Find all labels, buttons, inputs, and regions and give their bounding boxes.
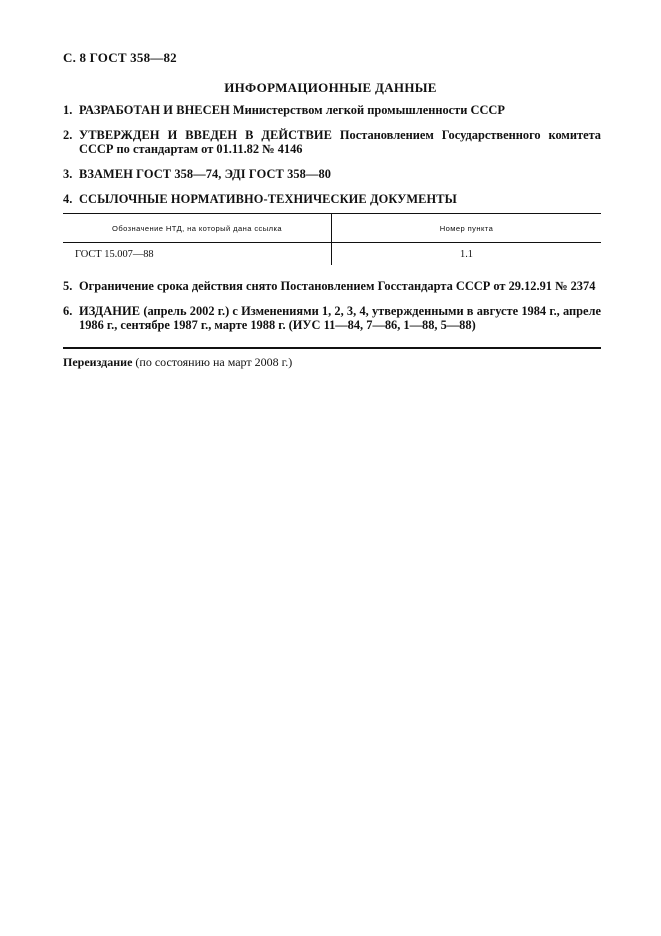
item-number: 2. [63, 128, 73, 142]
info-item-1 [63, 103, 601, 117]
reissue-note [63, 355, 292, 370]
refs-table-block [63, 213, 601, 265]
info-item-2 [63, 128, 601, 156]
item-caps: УТВЕРЖДЕН И ВВЕДЕН В ДЕЙСТВИЕ [79, 128, 333, 142]
item-number: 4. [63, 192, 73, 206]
item-text [79, 304, 601, 332]
cell-doc: ГОСТ 15.007—88 [63, 243, 332, 266]
item-number: 1. [63, 103, 73, 117]
info-item-5 [63, 279, 601, 293]
divider-rule [63, 347, 601, 349]
refs-table [63, 213, 601, 265]
item-rest: Постановлением Государственного комитета СССР по стандартам от 01.11.82 № 4146 [79, 128, 602, 156]
item-text: Ограничение срока действия снято Постановлением Госстандарта СССР от 29.12.91 № 2374 [79, 279, 596, 293]
info-item-3 [63, 167, 601, 181]
item-number: 5. [63, 279, 73, 293]
item-caps: ИЗДАНИЕ [79, 304, 141, 318]
page-header: С. 8 ГОСТ 358—82 [63, 50, 177, 65]
item-rest: (апрель 2002 г.) с Изменениями 1, 2, 3, 4, утвержденными в августе 1984 г., апреле 1986 г., сентябре 1987 г., марте 1988 г. (ИУС 11—84, 7—86, 1—88, 5—88) [79, 304, 601, 332]
section-title: ИНФОРМАЦИОННЫЕ ДАННЫЕ [224, 80, 437, 95]
item-text [79, 167, 601, 181]
reissue-text: (по состоянию на март 2008 г.) [132, 355, 293, 369]
reissue-label: Переиздание [63, 355, 133, 369]
column-header-clause: Номер пункта [332, 214, 602, 243]
item-caps: ССЫЛОЧНЫЕ НОРМАТИВНО-ТЕХНИЧЕСКИЕ ДОКУМЕНТЫ [79, 192, 457, 206]
item-caps: ВЗАМЕН ГОСТ 358—74, ЭДІ ГОСТ 358—80 [79, 167, 332, 181]
table-row [63, 243, 601, 266]
item-text [79, 103, 601, 117]
item-text [79, 192, 601, 206]
item-number: 6. [63, 304, 73, 318]
table-header-row [63, 214, 601, 243]
info-items [63, 103, 601, 343]
item-number: 3. [63, 167, 73, 181]
item-text [79, 128, 601, 156]
item-caps: РАЗРАБОТАН И ВНЕСЕН [79, 103, 230, 117]
item-rest: Министерством легкой промышленности СССР [229, 103, 505, 117]
info-item-4 [63, 192, 601, 206]
cell-clause: 1.1 [460, 248, 473, 260]
info-item-6 [63, 304, 601, 332]
column-header-doc: Обозначение НТД, на который дана ссылка [63, 214, 332, 243]
